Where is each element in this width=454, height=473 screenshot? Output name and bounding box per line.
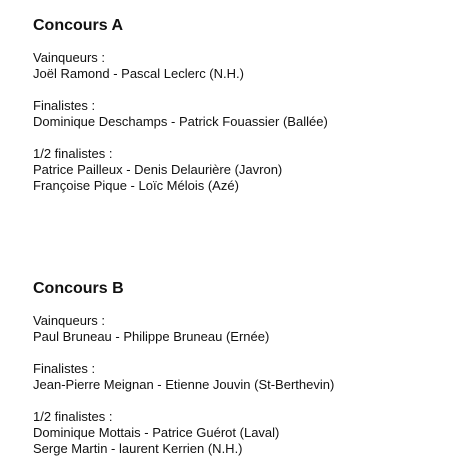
finalistes-entry: Dominique Deschamps - Patrick Fouassier (Ballée) <box>33 114 328 129</box>
finalistes-label: Finalistes : <box>33 361 96 376</box>
vainqueurs-entry: Paul Bruneau - Philippe Bruneau (Ernée) <box>33 329 270 344</box>
finalistes-label: Finalistes : <box>33 98 96 113</box>
vainqueurs-entry: Joël Ramond - Pascal Leclerc (N.H.) <box>33 66 244 81</box>
concours-b-demi-finalistes <box>33 409 448 457</box>
finalistes-entry: Jean-Pierre Meignan - Etienne Jouvin (St-Berthevin) <box>33 377 335 392</box>
demi-finalistes-entry: Patrice Pailleux - Denis Delaurière (Javron) <box>33 162 283 177</box>
vainqueurs-label: Vainqueurs : <box>33 50 106 65</box>
vainqueurs-label: Vainqueurs : <box>33 313 106 328</box>
concours-a-section <box>33 16 448 210</box>
demi-finalistes-entry: Serge Martin - laurent Kerrien (N.H.) <box>33 441 243 456</box>
demi-finalistes-label: 1/2 finalistes : <box>33 409 113 424</box>
concours-b-title: Concours B <box>33 280 124 297</box>
concours-a-title: Concours A <box>33 17 124 34</box>
concours-a-finalistes <box>33 98 448 130</box>
concours-b-vainqueurs <box>33 313 448 345</box>
concours-a-vainqueurs <box>33 50 448 82</box>
demi-finalistes-entry: Dominique Mottais - Patrice Guérot (Laval) <box>33 425 280 440</box>
concours-b-finalistes <box>33 361 448 393</box>
concours-a-demi-finalistes <box>33 146 448 194</box>
concours-b-section <box>33 279 448 473</box>
demi-finalistes-entry: Françoise Pique - Loïc Mélois (Azé) <box>33 178 239 193</box>
demi-finalistes-label: 1/2 finalistes : <box>33 146 113 161</box>
